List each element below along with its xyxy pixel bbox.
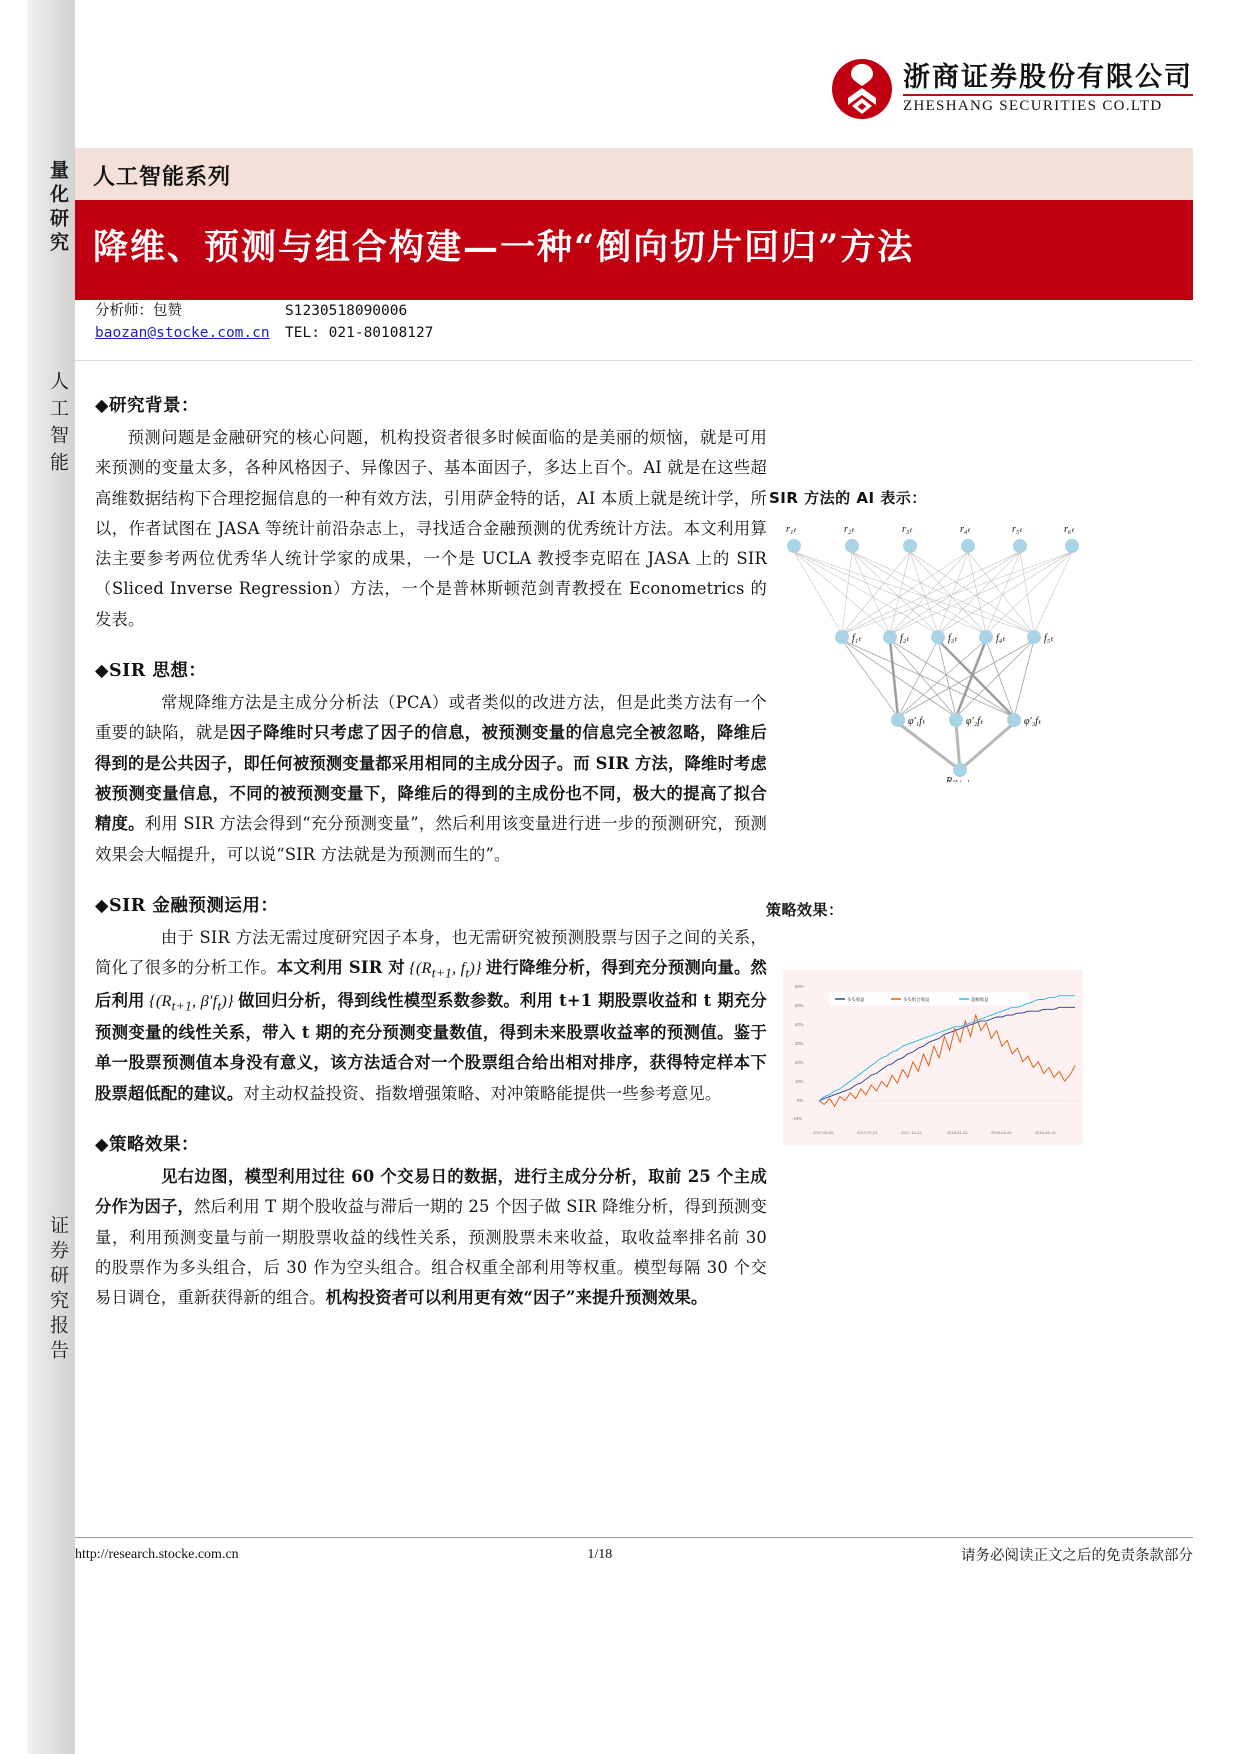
svg-text:50%: 50% <box>795 1003 804 1008</box>
svg-text:f₁ₜ: f₁ₜ <box>852 633 862 644</box>
analyst-row-name <box>95 300 715 322</box>
svg-text:r₂ₜ: r₂ₜ <box>844 524 855 535</box>
series-label: 人工智能系列 <box>93 164 232 190</box>
company-name-en: ZHESHANG SECURITIES CO.LTD <box>903 98 1163 114</box>
edges-layer3-output <box>898 723 1014 770</box>
svg-text:10%: 10% <box>795 1079 804 1084</box>
chart-y-ticks <box>792 984 804 1121</box>
footer-disclaimer: 请务必阅读正文之后的免责条款部分 <box>961 1548 1193 1564</box>
network-svg <box>772 512 1090 782</box>
rail-label-report: 证券研究报告 <box>47 1215 69 1365</box>
analyst-row-contact <box>95 322 715 344</box>
section-paragraph-background: 预测问题是金融研究的核心问题，机构投资者很多时候面临的是美丽的烦恼，就是可用来预测的变量太多，各种风格因子、异像因子、基本面因子，多达上百个。AI 就是在这些超高维数据结构下合理挖掘信息的一种有效方法，引用萨金特的话，AI 本质上就是统计学，所以，作者试图在 JASA 等统计前沿杂志上，寻找适合金融预测的优秀统计方法。本文利用算法主要参考两位优秀华人统计学家的成果，一个是 UCLA 教授李克昭在 JASA 上的 SIR（Sliced Inverse Regression）方法，一个是普林斯顿范剑青教授在 Econometrics 的发表。 <box>95 428 767 629</box>
sir-network-diagram <box>772 512 1090 782</box>
page-footer <box>75 1537 1193 1565</box>
network-layer-2-labels <box>852 633 1054 644</box>
edges-layer2-layer3 <box>842 640 1034 717</box>
company-logo <box>831 58 1193 120</box>
page-title: 降维、预测与组合构建—一种“倒向切片回归”方法 <box>93 227 915 268</box>
network-layer-1-labels <box>786 524 1075 535</box>
network-layer-1 <box>787 539 1079 553</box>
svg-text:超额收益: 超额收益 <box>971 998 989 1003</box>
section-heading-sir-idea: ◆SIR 思想： <box>95 661 207 682</box>
series-bar <box>75 148 1193 200</box>
section-paragraph-strategy-result: 见右边图，模型利用过往 60 个交易日的数据，进行主成分分析，取前 25 个主成分作为因子，然后利用 T 期个股收益与滞后一期的 25 个因子做 SIR 降维分析，得到预测变量，利用预测变量与前一期股票收益的线性关系，预测股票未来收益，取收益率排名前 30 的股票作为多头组合，后 30 作为空头组合。组合权重全部利用等权重。模型每隔 30 个交易日调仓，重新获得新的组合。机构投资者可以利用更有效“因子”来提升预测效果。 <box>95 1167 767 1308</box>
svg-text:r₁ₜ: r₁ₜ <box>786 524 797 535</box>
zheshang-logo-icon <box>831 58 893 120</box>
header-divider <box>75 360 1193 361</box>
svg-text:φ′₁fₜ: φ′₁fₜ <box>908 716 925 727</box>
analyst-tel: TEL: 021-80108127 <box>285 325 434 342</box>
svg-text:2018-01-31: 2018-01-31 <box>947 1130 968 1135</box>
svg-text:2017-10-23: 2017-10-23 <box>901 1130 922 1135</box>
section-heading-sir-application: ◆SIR 金融预测运用： <box>95 895 279 916</box>
chart-legend <box>829 992 1029 1006</box>
svg-text:多头组合收益: 多头组合收益 <box>903 998 930 1003</box>
section-heading-strategy-result: ◆策略效果： <box>95 1135 199 1156</box>
figure-caption-sir: SIR 方法的 AI 表示： <box>769 489 927 507</box>
svg-text:2017-04-05: 2017-04-05 <box>813 1130 834 1135</box>
network-layer-3-labels <box>908 716 1042 727</box>
svg-text:f₅ₜ: f₅ₜ <box>1044 633 1054 644</box>
company-name-cn: 浙商证券股份有限公司 <box>903 64 1193 96</box>
network-layer-2 <box>835 630 1041 644</box>
svg-text:φ′₂fₜ: φ′₂fₜ <box>966 716 983 727</box>
main-content-column <box>95 392 767 1318</box>
chart-x-ticks <box>813 1130 1056 1135</box>
svg-text:30%: 30% <box>795 1041 804 1046</box>
section-paragraph-sir-idea: 常规降维方法是主成分分析法（PCA）或者类似的改进方法，但是此类方法有一个重要的缺陷，就是因子降维时只考虑了因子的信息，被预测变量的信息完全被忽略，降维后得到的是公共因子，即任何被预测变量都采用相同的主成分因子。而 SIR 方法，降维时考虑被预测变量信息，不同的被预测变量下，降维后的得到的主成份也不同，极大的提高了拟合精度。利用 SIR 方法会得到“充分预测变量”，然后利用该变量进行进一步的预测研究，预测效果会大幅提升，可以说“SIR 方法就是为预测而生的”。 <box>95 693 767 864</box>
svg-text:f₄ₜ: f₄ₜ <box>996 633 1006 644</box>
svg-text:40%: 40% <box>795 1022 804 1027</box>
svg-text:2018-08-15: 2018-08-15 <box>1035 1130 1056 1135</box>
footer-url[interactable]: http://research.stocke.com.cn <box>75 1546 239 1562</box>
svg-text:r₅ₜ: r₅ₜ <box>1012 524 1023 535</box>
svg-text:f₃ₜ: f₃ₜ <box>948 633 958 644</box>
analyst-block <box>95 300 715 345</box>
svg-text:r₆ₜ: r₆ₜ <box>1064 524 1075 535</box>
svg-text:r₃ₜ: r₃ₜ <box>902 524 913 535</box>
network-output-label: R₍ₜ₊₁₎ <box>946 776 969 782</box>
network-output-node <box>953 763 967 777</box>
svg-text:r₄ₜ: r₄ₜ <box>960 524 971 535</box>
svg-text:f₂ₜ: f₂ₜ <box>900 633 910 644</box>
rail-label-ai: 人工智能 <box>47 371 69 479</box>
performance-chart <box>783 970 1083 1145</box>
figure-caption-performance: 策略效果： <box>766 901 844 919</box>
section-heading-background: ◆研究背景： <box>95 396 199 416</box>
footer-page-number: 1/18 <box>587 1546 613 1562</box>
svg-text:-10%: -10% <box>792 1116 802 1121</box>
analyst-email-link[interactable]: baozan@stocke.com.cn <box>95 325 270 342</box>
edges-layer1-layer2 <box>794 552 1072 634</box>
performance-chart-svg <box>783 970 1083 1145</box>
svg-text:60%: 60% <box>795 984 804 989</box>
analyst-license: S1230518090006 <box>285 303 408 319</box>
title-bar <box>75 200 1193 300</box>
rail-label-quant: 量化研究 <box>47 160 69 256</box>
svg-text:2018-04-26: 2018-04-26 <box>991 1130 1012 1135</box>
svg-text:2017-07-21: 2017-07-21 <box>857 1130 878 1135</box>
svg-text:φ′₃fₜ: φ′₃fₜ <box>1024 716 1041 727</box>
section-paragraph-sir-application: 由于 SIR 方法无需过度研究因子本身，也无需研究被预测股票与因子之间的关系，简化了很多的分析工作。本文利用 SIR 对 {($R_{t+1}$, $f_t$)} 进行降维分析，得到充分预测向量。然后利用 {($R_{t+1}$, $\beta'f_t$)} 做回归分析，得到线性模型系数参数。利用 t+1 期股票收益和 t 期充分预测变量的线性关系，带入 t 期的充分预测变量数值，得到未来股票收益率的预测值。鉴于单一股票预测值本身没有意义，该方法适合对一个股票组合给出相对排序，获得特定样本下股票超低配的建议。对主动权益投资、指数增强策略、对冲策略能提供一些参考意见。 <box>95 927 768 1103</box>
svg-text:0%: 0% <box>797 1098 804 1103</box>
svg-text:20%: 20% <box>795 1060 804 1065</box>
svg-text:多头收益: 多头收益 <box>847 998 865 1003</box>
analyst-name: 分析师：包赞 <box>95 303 182 319</box>
